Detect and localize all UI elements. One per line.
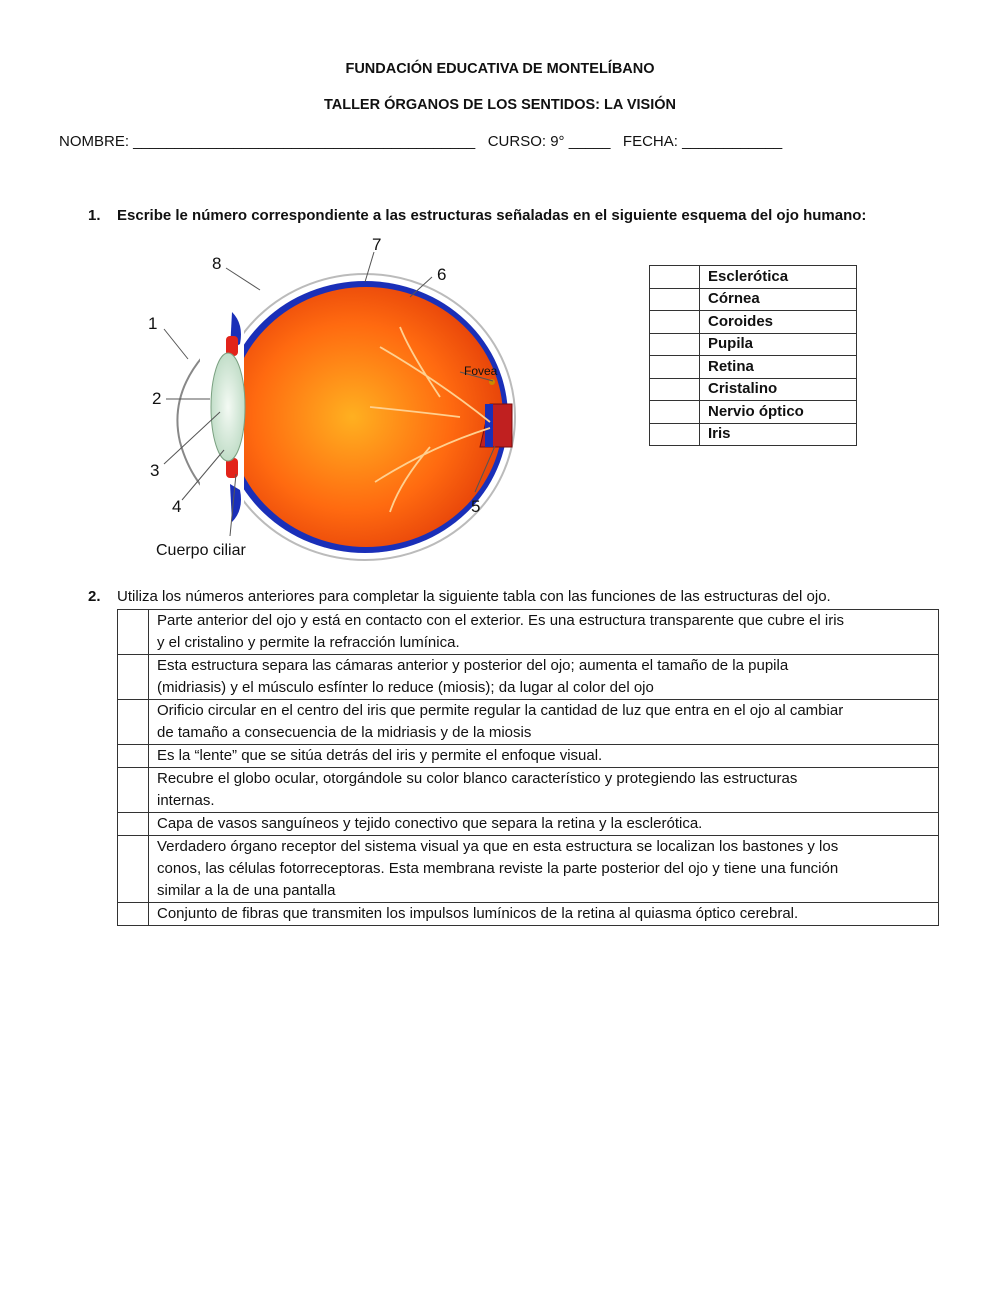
diagram-label-2: 2 xyxy=(152,389,162,408)
structure-name: Córnea xyxy=(700,288,857,311)
lens xyxy=(211,353,245,461)
table-row xyxy=(118,745,939,768)
student-info-line: NOMBRE: _________________________________________ CURSO: 9° _____ FECHA: ____________ xyxy=(59,133,783,150)
diagram-label-4: 4 xyxy=(172,497,182,516)
answer-cell[interactable] xyxy=(650,266,700,289)
answer-cell[interactable] xyxy=(650,333,700,356)
workshop-title: TALLER ÓRGANOS DE LOS SENTIDOS: LA VISIÓN xyxy=(323,97,677,113)
ciliary-body-label: Cuerpo ciliar xyxy=(156,542,246,559)
table-row xyxy=(118,655,939,700)
table-row xyxy=(650,401,857,424)
table-row xyxy=(650,311,857,334)
answer-cell[interactable] xyxy=(650,356,700,379)
answer-cell[interactable] xyxy=(118,903,149,926)
answer-cell[interactable] xyxy=(118,655,149,700)
answer-cell[interactable] xyxy=(118,836,149,903)
function-description: Esta estructura separa las cámaras anterior y posterior del ojo; aumenta el tamaño de la pupila (midriasis) y el músculo esfínter lo reduce (miosis); da lugar al color del ojo xyxy=(149,655,939,700)
eye-diagram xyxy=(140,232,530,562)
answer-cell[interactable] xyxy=(118,745,149,768)
table-row xyxy=(118,610,939,655)
function-description: Conjunto de fibras que transmiten los impulsos lumínicos de la retina al quiasma óptico cerebral. xyxy=(149,903,939,926)
answer-cell[interactable] xyxy=(118,700,149,745)
table-row xyxy=(650,356,857,379)
table-row xyxy=(118,836,939,903)
vitreous-body xyxy=(229,287,503,547)
answer-cell[interactable] xyxy=(650,401,700,424)
table-row xyxy=(118,813,939,836)
function-description: Parte anterior del ojo y está en contacto con el exterior. Es una estructura transparente que cubre el iris y el cristalino y permite la refracción lumínica. xyxy=(149,610,939,655)
answer-cell[interactable] xyxy=(118,610,149,655)
table-row xyxy=(650,288,857,311)
structure-name: Iris xyxy=(700,423,857,446)
structures-table xyxy=(649,265,857,446)
answer-cell[interactable] xyxy=(650,423,700,446)
function-description: Capa de vasos sanguíneos y tejido conectivo que separa la retina y la esclerótica. xyxy=(149,813,939,836)
structure-name: Esclerótica xyxy=(700,266,857,289)
table-row xyxy=(118,903,939,926)
table-row xyxy=(650,266,857,289)
structure-name: Cristalino xyxy=(700,378,857,401)
diagram-label-3: 3 xyxy=(150,461,160,480)
diagram-label-7: 7 xyxy=(372,235,382,254)
question-2-number: 2. xyxy=(88,588,101,605)
structure-name: Pupila xyxy=(700,333,857,356)
fovea-label: Fovea xyxy=(464,364,498,378)
answer-cell[interactable] xyxy=(118,768,149,813)
answer-cell[interactable] xyxy=(650,311,700,334)
question-1 xyxy=(88,207,988,227)
table-row xyxy=(118,700,939,745)
structure-name: Nervio óptico xyxy=(700,401,857,424)
function-description: Recubre el globo ocular, otorgándole su color blanco característico y protegiendo las estructuras internas. xyxy=(149,768,939,813)
diagram-label-8: 8 xyxy=(212,254,222,273)
answer-cell[interactable] xyxy=(650,378,700,401)
function-description: Verdadero órgano receptor del sistema visual ya que en esta estructura se localizan los bastones y los conos, las células fotorreceptoras. Esta membrana reviste la parte posterior del ojo y tiene una función similar a la de una pantalla xyxy=(149,836,939,903)
diagram-label-1: 1 xyxy=(148,314,158,333)
table-row xyxy=(650,333,857,356)
question-2 xyxy=(88,588,988,608)
answer-cell[interactable] xyxy=(650,288,700,311)
function-description: Es la “lente” que se sitúa detrás del iris y permite el enfoque visual. xyxy=(149,745,939,768)
structure-name: Retina xyxy=(700,356,857,379)
answer-cell[interactable] xyxy=(118,813,149,836)
question-1-text: Escribe le número correspondiente a las estructuras señaladas en el siguiente esquema del ojo humano: xyxy=(117,207,867,224)
structure-name: Coroides xyxy=(700,311,857,334)
table-row xyxy=(650,378,857,401)
function-description: Orificio circular en el centro del iris que permite regular la cantidad de luz que entra en el ojo al cambiar de tamaño a consecuencia de la midriasis y de la miosis xyxy=(149,700,939,745)
question-2-text: Utiliza los números anteriores para completar la siguiente tabla con las funciones de las estructuras del ojo. xyxy=(117,588,831,605)
question-1-number: 1. xyxy=(88,207,101,224)
diagram-label-6: 6 xyxy=(437,265,447,284)
functions-table xyxy=(117,609,939,926)
table-row xyxy=(118,768,939,813)
table-row xyxy=(650,423,857,446)
diagram-label-5: 5 xyxy=(471,497,481,516)
school-name: FUNDACIÓN EDUCATIVA DE MONTELÍBANO xyxy=(345,61,655,77)
